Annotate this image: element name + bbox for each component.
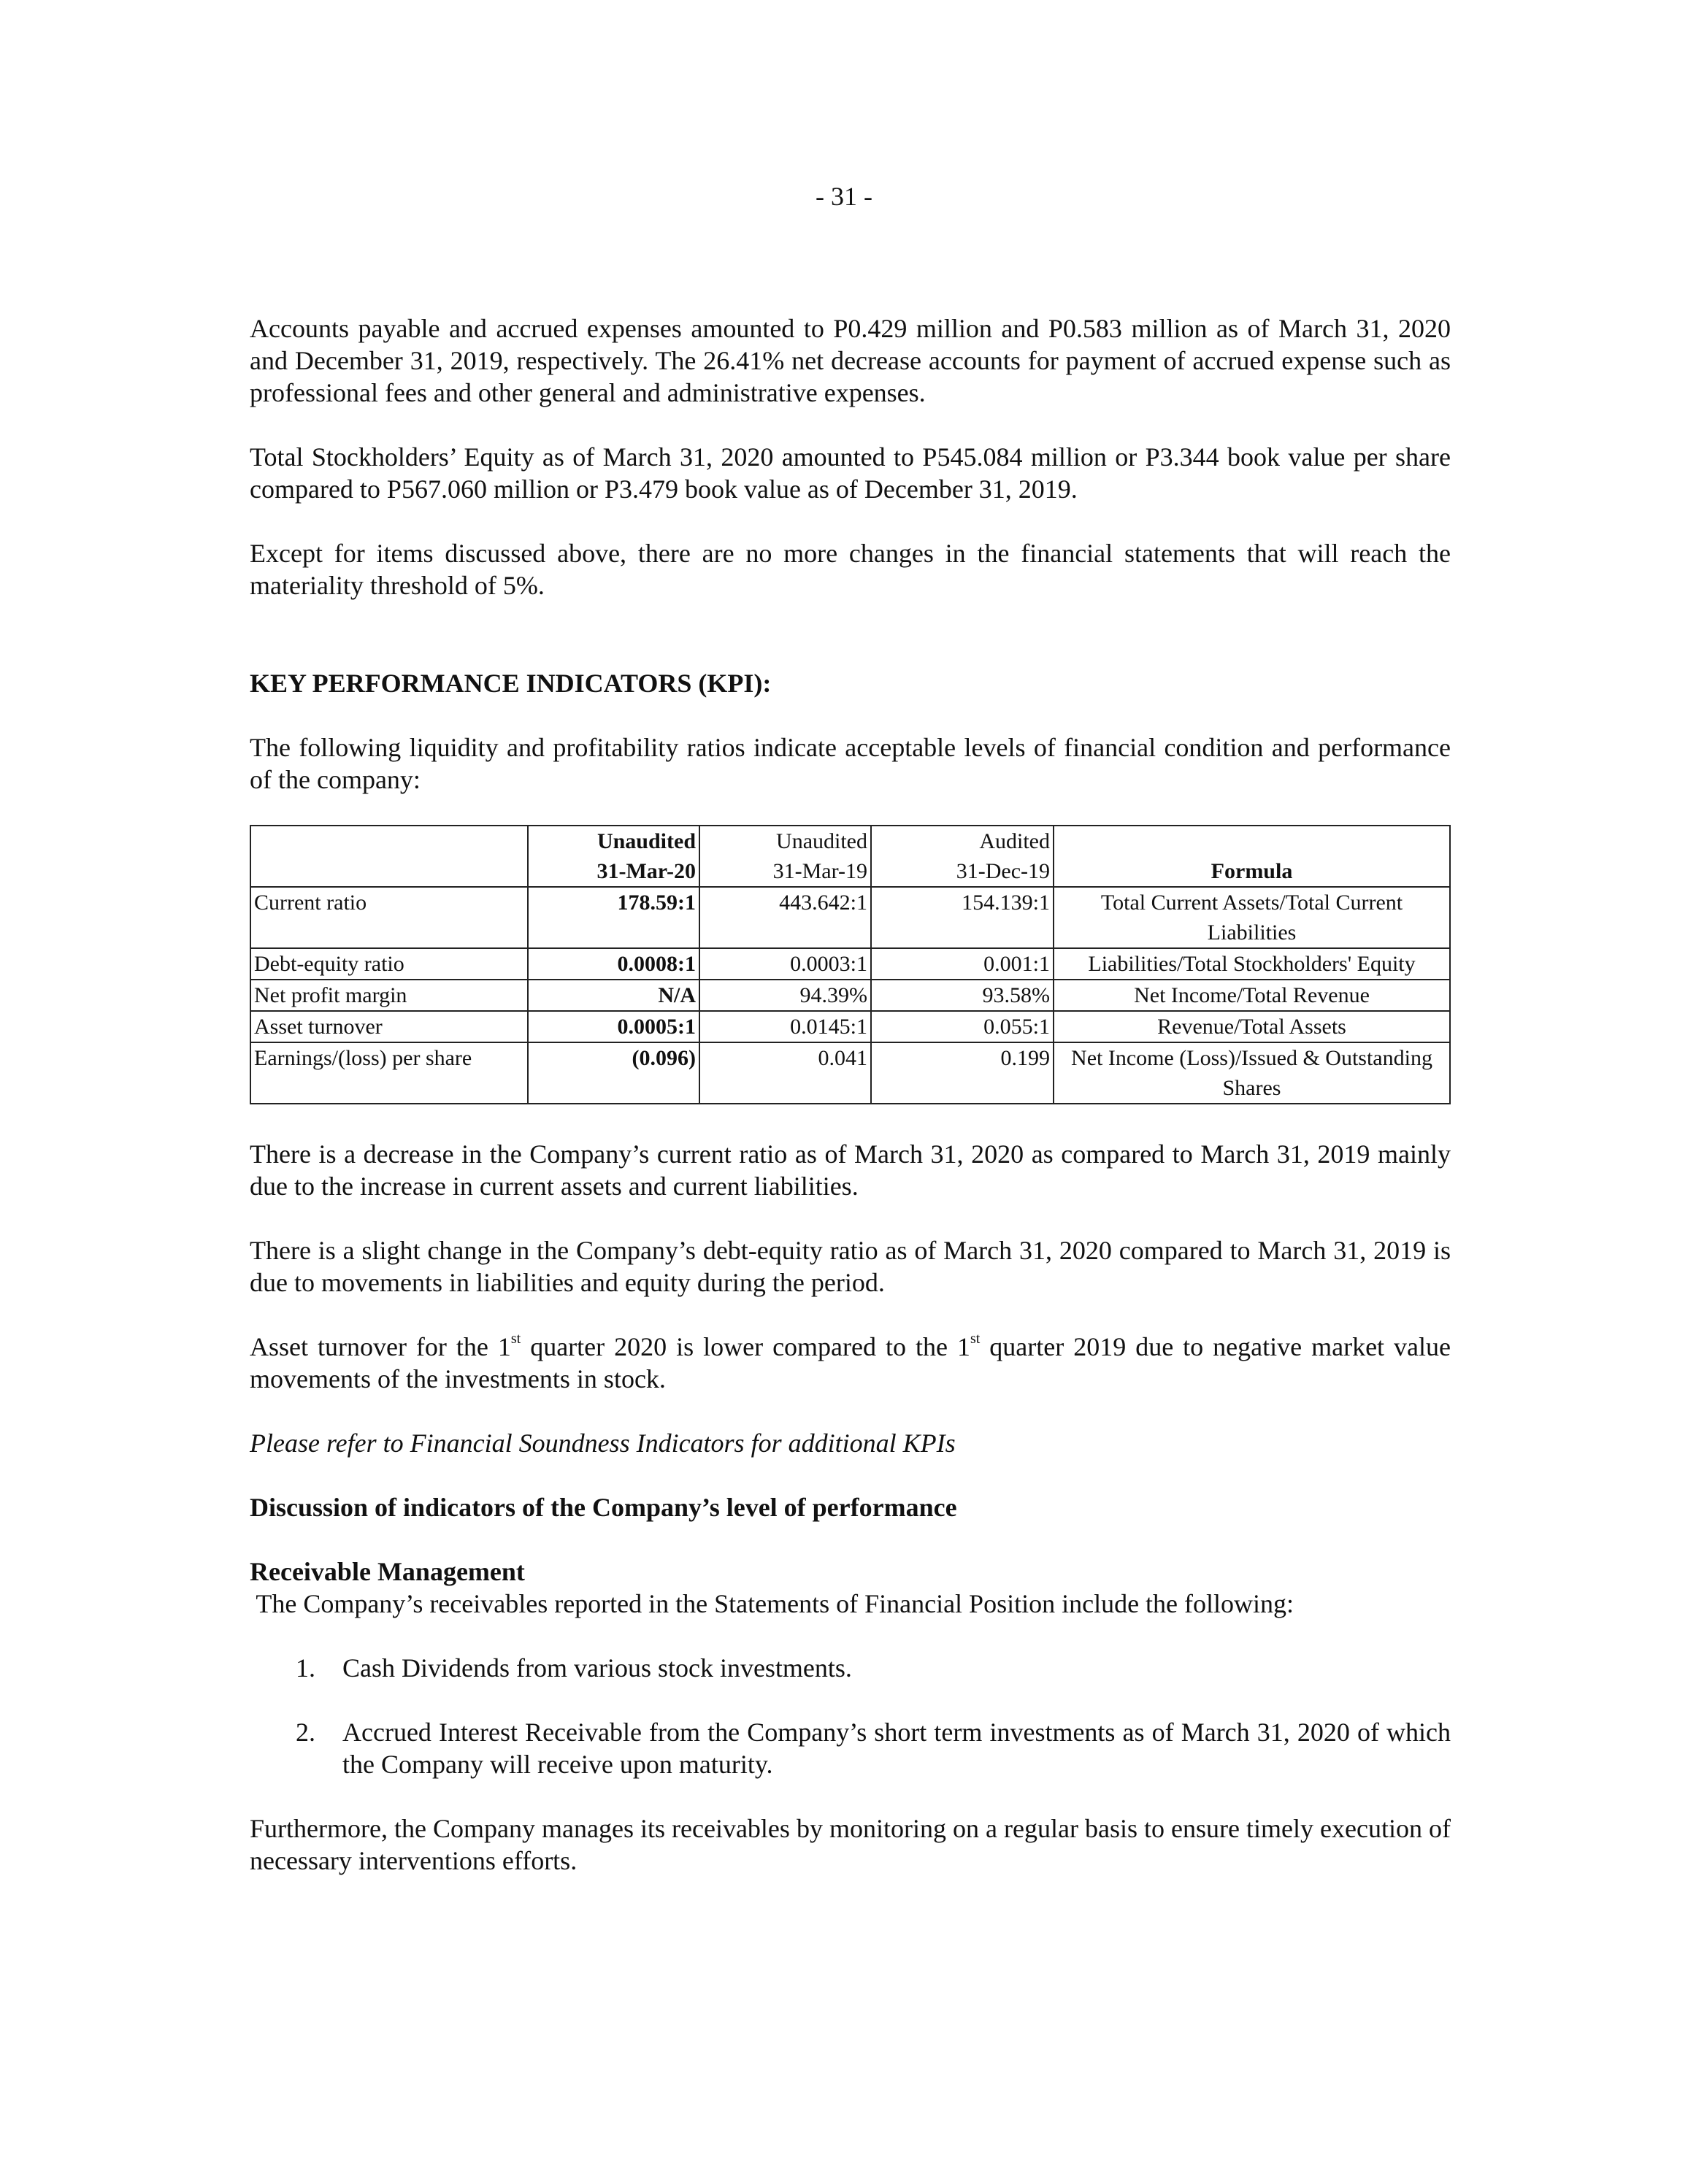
header-unaudited-2020 xyxy=(528,826,699,887)
cell-2020: 0.0005:1 xyxy=(528,1011,699,1042)
header-date: 31-Mar-19 xyxy=(772,859,867,883)
text-span: quarter 2020 is lower compared to the 1 xyxy=(521,1332,970,1361)
text-span: quarter 2019 due to negative market value movements of the investments in stock. xyxy=(250,1332,1451,1393)
row-label: Asset turnover xyxy=(250,1011,528,1042)
receivables-list xyxy=(250,1652,1451,1780)
superscript: st xyxy=(510,1331,521,1347)
row-label: Current ratio xyxy=(250,887,528,948)
header-label: Unaudited xyxy=(596,829,696,853)
cell-mar-2019: 443.642:1 xyxy=(699,887,871,948)
cell-formula: Net Income/Total Revenue xyxy=(1054,980,1450,1011)
table-row xyxy=(250,1042,1450,1104)
cell-mar-2019: 0.041 xyxy=(699,1042,871,1104)
cell-mar-2019: 0.0003:1 xyxy=(699,948,871,980)
list-number: 1. xyxy=(296,1653,315,1683)
receivable-heading: Receivable Management xyxy=(250,1557,525,1586)
header-date: 31-Mar-20 xyxy=(596,859,696,883)
cell-dec-2019: 0.001:1 xyxy=(871,948,1054,980)
cell-dec-2019: 0.199 xyxy=(871,1042,1054,1104)
table-row xyxy=(250,980,1450,1011)
table-row xyxy=(250,948,1450,980)
cell-2020: N/A xyxy=(528,980,699,1011)
paragraph-refer-fsi: Please refer to Financial Soundness Indicators for additional KPIs xyxy=(250,1429,956,1458)
cell-formula: Revenue/Total Assets xyxy=(1054,1011,1450,1042)
cell-formula: Total Current Assets/Total Current Liabilities xyxy=(1054,887,1450,948)
cell-formula: Net Income (Loss)/Issued & Outstanding Shares xyxy=(1054,1042,1450,1104)
paragraph-stockholders-equity: Total Stockholders’ Equity as of March 31, 2020 amounted to P545.084 million or P3.344 book value per share compared to P567.060 million or P3.479 book value as of December 31, 2019. xyxy=(250,442,1451,504)
text-span: Asset turnover for the 1 xyxy=(250,1332,511,1361)
paragraph-debt-equity: There is a slight change in the Company’s debt-equity ratio as of March 31, 2020 compared to March 31, 2019 is due to movements in liabilities and equity during the period. xyxy=(250,1236,1451,1297)
cell-dec-2019: 93.58% xyxy=(871,980,1054,1011)
cell-formula: Liabilities/Total Stockholders' Equity xyxy=(1054,948,1450,980)
paragraph-materiality: Except for items discussed above, there are no more changes in the financial statements that will reach the materiality threshold of 5%. xyxy=(250,539,1451,600)
header-date: 31-Dec-19 xyxy=(956,859,1050,883)
list-item xyxy=(250,1652,1451,1684)
page-number: - 31 - xyxy=(816,182,872,211)
cell-mar-2019: 94.39% xyxy=(699,980,871,1011)
receivable-intro: The Company’s receivables reported in the Statements of Financial Position include the following: xyxy=(250,1589,1294,1618)
list-item xyxy=(250,1716,1451,1780)
cell-2020: 0.0008:1 xyxy=(528,948,699,980)
row-label: Debt-equity ratio xyxy=(250,948,528,980)
list-text: Cash Dividends from various stock investments. xyxy=(342,1653,852,1683)
header-label: Unaudited xyxy=(776,829,867,853)
cell-2020: (0.096) xyxy=(528,1042,699,1104)
paragraph-accounts-payable: Accounts payable and accrued expenses amounted to P0.429 million and P0.583 million as of March 31, 2020 and December 31, 2019, respectively. The 26.41% net decrease accounts for payment of accrued expense such as professional fees and other general and administrative expenses. xyxy=(250,314,1451,407)
kpi-table xyxy=(250,825,1451,1104)
document-body xyxy=(250,312,1451,1877)
kpi-intro: The following liquidity and profitability ratios indicate acceptable levels of financial condition and performance of the company: xyxy=(250,733,1451,794)
paragraph-asset-turnover xyxy=(250,1331,1451,1395)
list-text: Accrued Interest Receivable from the Company’s short term investments as of March 31, 2020 of which the Company will receive upon maturity. xyxy=(342,1718,1451,1779)
cell-mar-2019: 0.0145:1 xyxy=(699,1011,871,1042)
header-unaudited-2019 xyxy=(699,826,871,887)
table-row xyxy=(250,887,1450,948)
header-blank-cell xyxy=(250,826,528,887)
header-formula: Formula xyxy=(1054,826,1450,887)
superscript: st xyxy=(970,1331,981,1347)
list-number: 2. xyxy=(296,1718,315,1747)
kpi-heading: KEY PERFORMANCE INDICATORS (KPI): xyxy=(250,669,772,698)
header-audited-2019 xyxy=(871,826,1054,887)
table-header-row xyxy=(250,826,1450,887)
header-label: Audited xyxy=(979,829,1050,853)
discussion-heading: Discussion of indicators of the Company’s level of performance xyxy=(250,1493,957,1522)
cell-dec-2019: 0.055:1 xyxy=(871,1011,1054,1042)
cell-dec-2019: 154.139:1 xyxy=(871,887,1054,948)
row-label: Earnings/(loss) per share xyxy=(250,1042,528,1104)
row-label: Net profit margin xyxy=(250,980,528,1011)
paragraph-receivables-monitoring: Furthermore, the Company manages its receivables by monitoring on a regular basis to ensure timely execution of necessary interventions efforts. xyxy=(250,1814,1451,1875)
cell-2020: 178.59:1 xyxy=(528,887,699,948)
table-row xyxy=(250,1011,1450,1042)
paragraph-current-ratio: There is a decrease in the Company’s current ratio as of March 31, 2020 as compared to March 31, 2019 mainly due to the increase in current assets and current liabilities. xyxy=(250,1139,1451,1201)
